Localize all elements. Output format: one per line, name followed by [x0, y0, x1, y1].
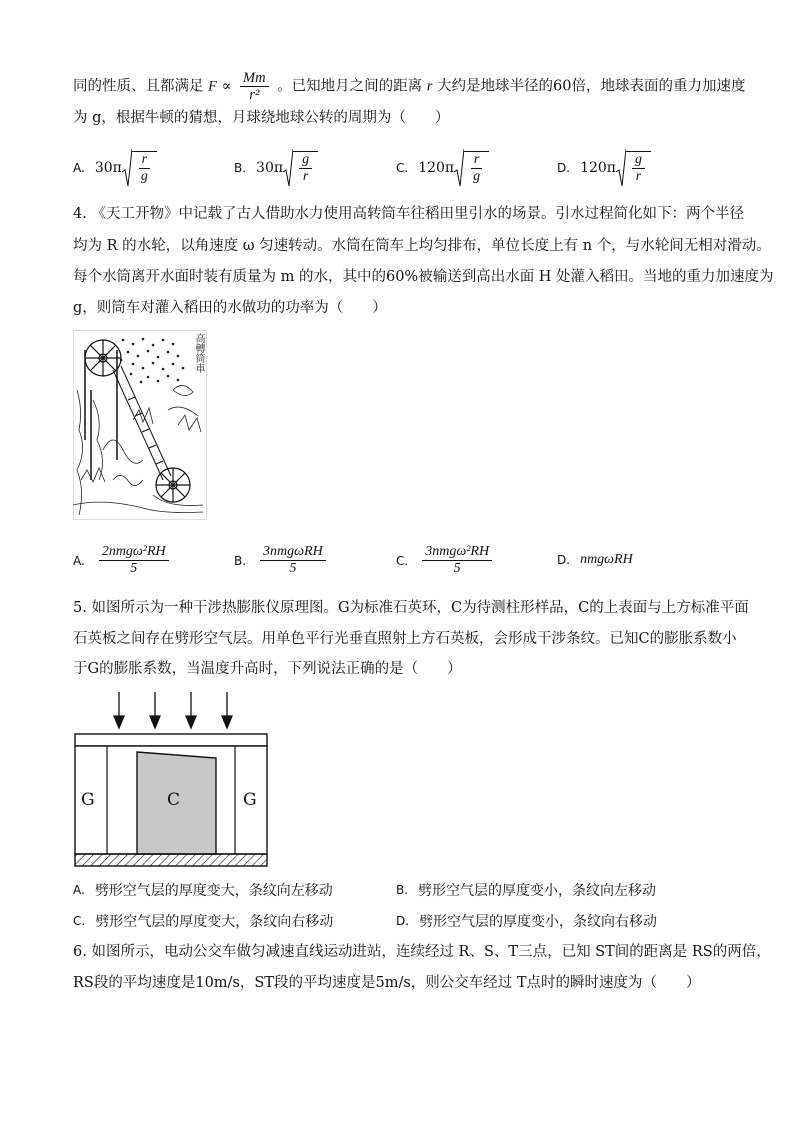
q5-option-a[interactable] — [73, 880, 333, 900]
option-fraction: $\frac{\text{3nmgω²RH}}{5}$ — [422, 544, 492, 577]
sqrt-expression: $\frac{r}{g}$ — [454, 148, 489, 188]
q5-line2: 石英板之间存在劈形空气层。用单色平行光垂直照射上方石英板，会形成干涉条纹。已知C的膨胀系数小 — [73, 631, 737, 647]
sqrt-expression: $\frac{g}{r}$ — [616, 148, 651, 188]
waterwheel-illustration — [73, 330, 207, 520]
option-coef: 30π — [94, 160, 122, 176]
q3-option-a[interactable] — [73, 148, 157, 188]
q6-line2: RS段的平均速度是10m/s，ST段的平均速度是5m/s，则公交车经过 T点时的瞬时速度为（ ） — [73, 975, 701, 991]
q5-line1: 5. 如图所示为一种干涉热膨胀仪原理图。G为标准石英环，C为待测柱形样品，C的上表面与上方标准平面 — [73, 600, 749, 616]
option-label: A. — [73, 883, 85, 897]
q4-line1: 4. 《天工开物》中记载了古人借助水力使用高转筒车往稻田里引水的场景。引水过程简化如下：两个半径 — [73, 206, 744, 222]
option-label: B. — [396, 883, 409, 897]
option-label: A. — [73, 161, 85, 175]
q5-line3: 于G的膨胀系数，当温度升高时，下列说法正确的是（ ） — [73, 661, 462, 677]
label-g-left: G — [81, 790, 95, 810]
q4-option-c[interactable] — [396, 544, 496, 577]
q4-line3: 每个水筒离开水面时装有质量为 m 的水，其中的60%被输送到高出水面 H 处灌入稻田。当地的重力加速度为 — [73, 269, 774, 285]
q4-line2: 均为 R 的水轮，以角速度 ω 匀速转动。水筒在筒车上均匀排布，单位长度上有 n 个，与水轮间无相对滑动。 — [73, 238, 771, 254]
q4-option-a[interactable] — [73, 544, 173, 577]
option-text: 劈形空气层的厚度变大，条纹向左移动 — [94, 883, 333, 899]
option-text: 劈形空气层的厚度变小，条纹向左移动 — [418, 883, 657, 899]
option-label: D. — [557, 553, 571, 567]
radical-sign-icon — [454, 148, 464, 188]
q4-option-b[interactable] — [234, 544, 330, 577]
q6-line1: 6. 如图所示，电动公交车做匀减速直线运动进站，连续经过 R、S、T三点，已知 ST间的距离是 RS的两倍， — [73, 944, 771, 960]
q3-option-d[interactable] — [557, 148, 651, 188]
option-fraction: $\frac{\text{2nmgω²RH}}{5}$ — [99, 544, 169, 577]
q3-text-a: 同的性质、且都满足 — [73, 78, 204, 95]
waterwheel-drawing-icon — [73, 330, 207, 520]
formula-numerator: Mm — [240, 70, 269, 87]
option-coef: 30π — [256, 160, 284, 176]
q3-text-c: 大约是地球半径的60倍，地球表面的重力加速度 — [437, 78, 746, 95]
q3-text-b: 。已知地月之间的距离 — [277, 78, 423, 95]
option-label: D. — [396, 914, 410, 928]
option-fraction: $\frac{\text{3nmgωRH}}{5}$ — [260, 544, 326, 577]
option-text: 劈形空气层的厚度变大，条纹向右移动 — [95, 914, 334, 930]
q3-option-b[interactable] — [234, 148, 318, 188]
radical-sign-icon — [283, 148, 293, 188]
sqrt-expression: $\frac{r}{g}$ — [122, 148, 157, 188]
option-label: A. — [73, 553, 85, 568]
option-label: C. — [396, 553, 409, 568]
sqrt-expression: $\frac{g}{r}$ — [283, 148, 318, 188]
option-coef: 120π — [418, 160, 455, 176]
q5-option-b[interactable] — [396, 880, 656, 900]
option-coef: 120π — [580, 160, 616, 176]
q4-option-d[interactable] — [557, 552, 633, 568]
q4-line4: g，则筒车对灌入稻田的水做功的功率为（ ） — [73, 300, 387, 316]
q3-line1 — [73, 70, 746, 103]
formula-fraction — [240, 70, 269, 103]
option-label: D. — [557, 161, 571, 175]
formula-F: F — [208, 78, 217, 95]
var-r: r — [426, 78, 433, 95]
illustration-caption: 高轉筒車 — [193, 333, 204, 373]
formula-proportional: ∝ — [221, 78, 232, 95]
option-expression: nmgωRH — [580, 552, 633, 567]
dilatometer-diagram — [73, 688, 269, 870]
q3-line2: 为 g，根据牛顿的猜想，月球绕地球公转的周期为（ ） — [73, 110, 450, 126]
q5-option-d[interactable] — [396, 911, 657, 931]
option-label: C. — [73, 914, 86, 928]
q5-option-c[interactable] — [73, 911, 333, 931]
option-text: 劈形空气层的厚度变小，条纹向右移动 — [419, 914, 658, 930]
dilatometer-drawing-icon — [73, 688, 269, 870]
option-label: C. — [396, 161, 409, 175]
radical-sign-icon — [122, 148, 132, 188]
radical-sign-icon — [616, 148, 626, 188]
option-label: B. — [234, 161, 247, 175]
label-c: C — [167, 790, 181, 810]
label-g-right: G — [243, 790, 257, 810]
q3-option-c[interactable] — [396, 148, 489, 188]
option-label: B. — [234, 553, 247, 568]
formula-denominator: r² — [249, 87, 260, 103]
